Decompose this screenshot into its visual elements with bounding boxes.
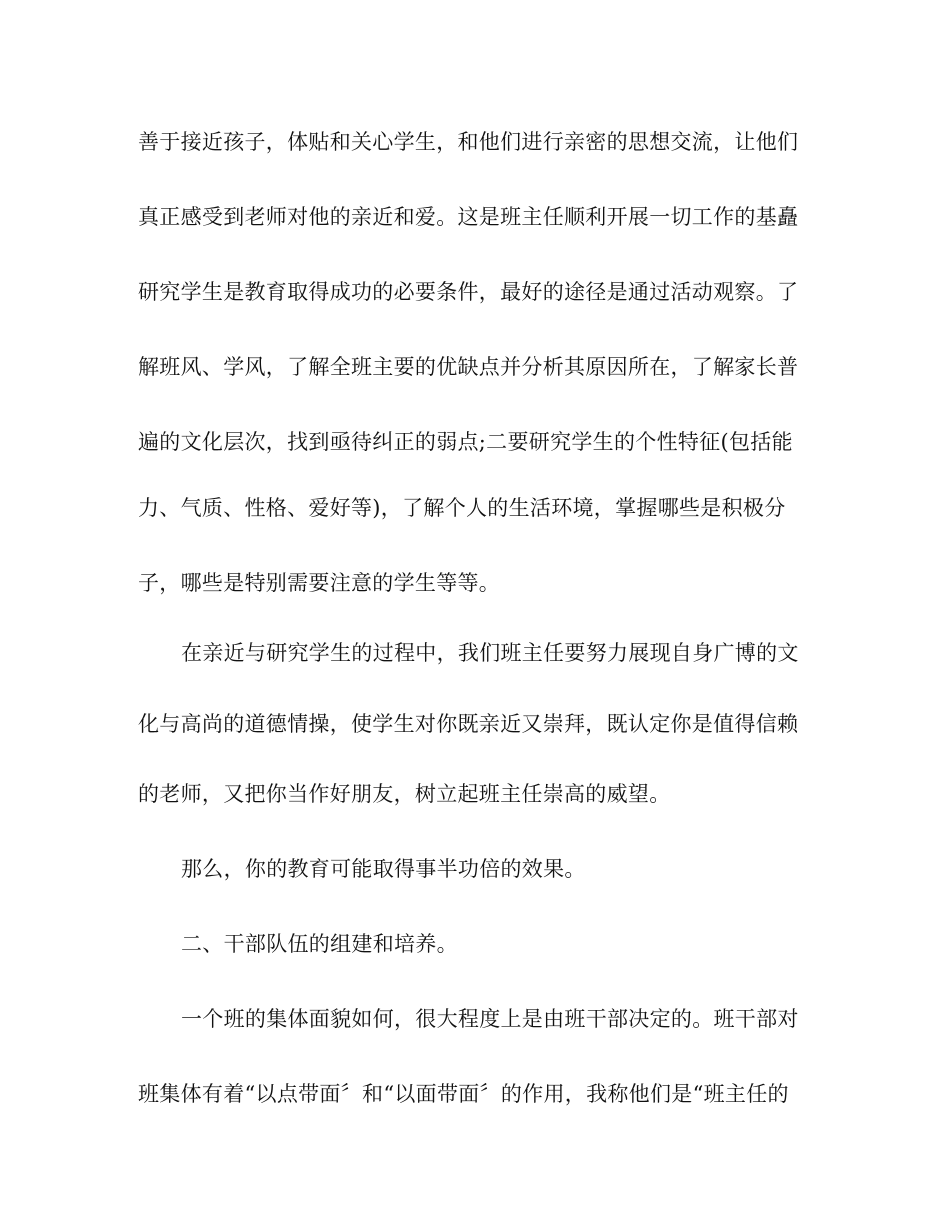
text-line: 化与高尚的道德情操，使学生对你既亲近又崇拜，既认定你是值得信赖 — [138, 712, 799, 736]
text-line: 班集体有着“以点带面〞和“以面带面〞的作用，我称他们是“班主任的 — [138, 1082, 789, 1106]
text-line: 遍的文化层次，找到亟待纠正的弱点;二要研究学生的个性特征(包括能 — [138, 430, 793, 454]
text-line: 子，哪些是特别需要注意的学生等等。 — [138, 571, 501, 595]
paragraph-first-line: 一个班的集体面貌如何，很大程度上是由班干部决定的。班干部对 — [181, 1007, 799, 1031]
paragraph-first-line: 那么，你的教育可能取得事半功倍的效果。 — [181, 857, 586, 881]
text-line: 真正感受到老师对他的亲近和爱。这是班主任顺利开展一切工作的基矗 — [138, 205, 799, 229]
text-line: 的老师，又把你当作好朋友，树立起班主任崇高的威望。 — [138, 782, 671, 806]
text-line: 解班风、学风，了解全班主要的优缺点并分析其原因所在，了解家长普 — [138, 355, 799, 379]
text-line: 研究学生是教育取得成功的必要条件，最好的途径是通过活动观察。了 — [138, 280, 799, 304]
text-line: 善于接近孩子，体贴和关心学生，和他们进行亲密的思想交流，让他们 — [138, 130, 799, 154]
section-heading: 二、干部队伍的组建和培养。 — [181, 932, 458, 956]
paragraph-first-line: 在亲近与研究学生的过程中，我们班主任要努力展现自身广博的文 — [181, 641, 799, 665]
text-line: 力、气质、性格、爱好等)，了解个人的生活环境，掌握哪些是积极分 — [138, 496, 786, 520]
